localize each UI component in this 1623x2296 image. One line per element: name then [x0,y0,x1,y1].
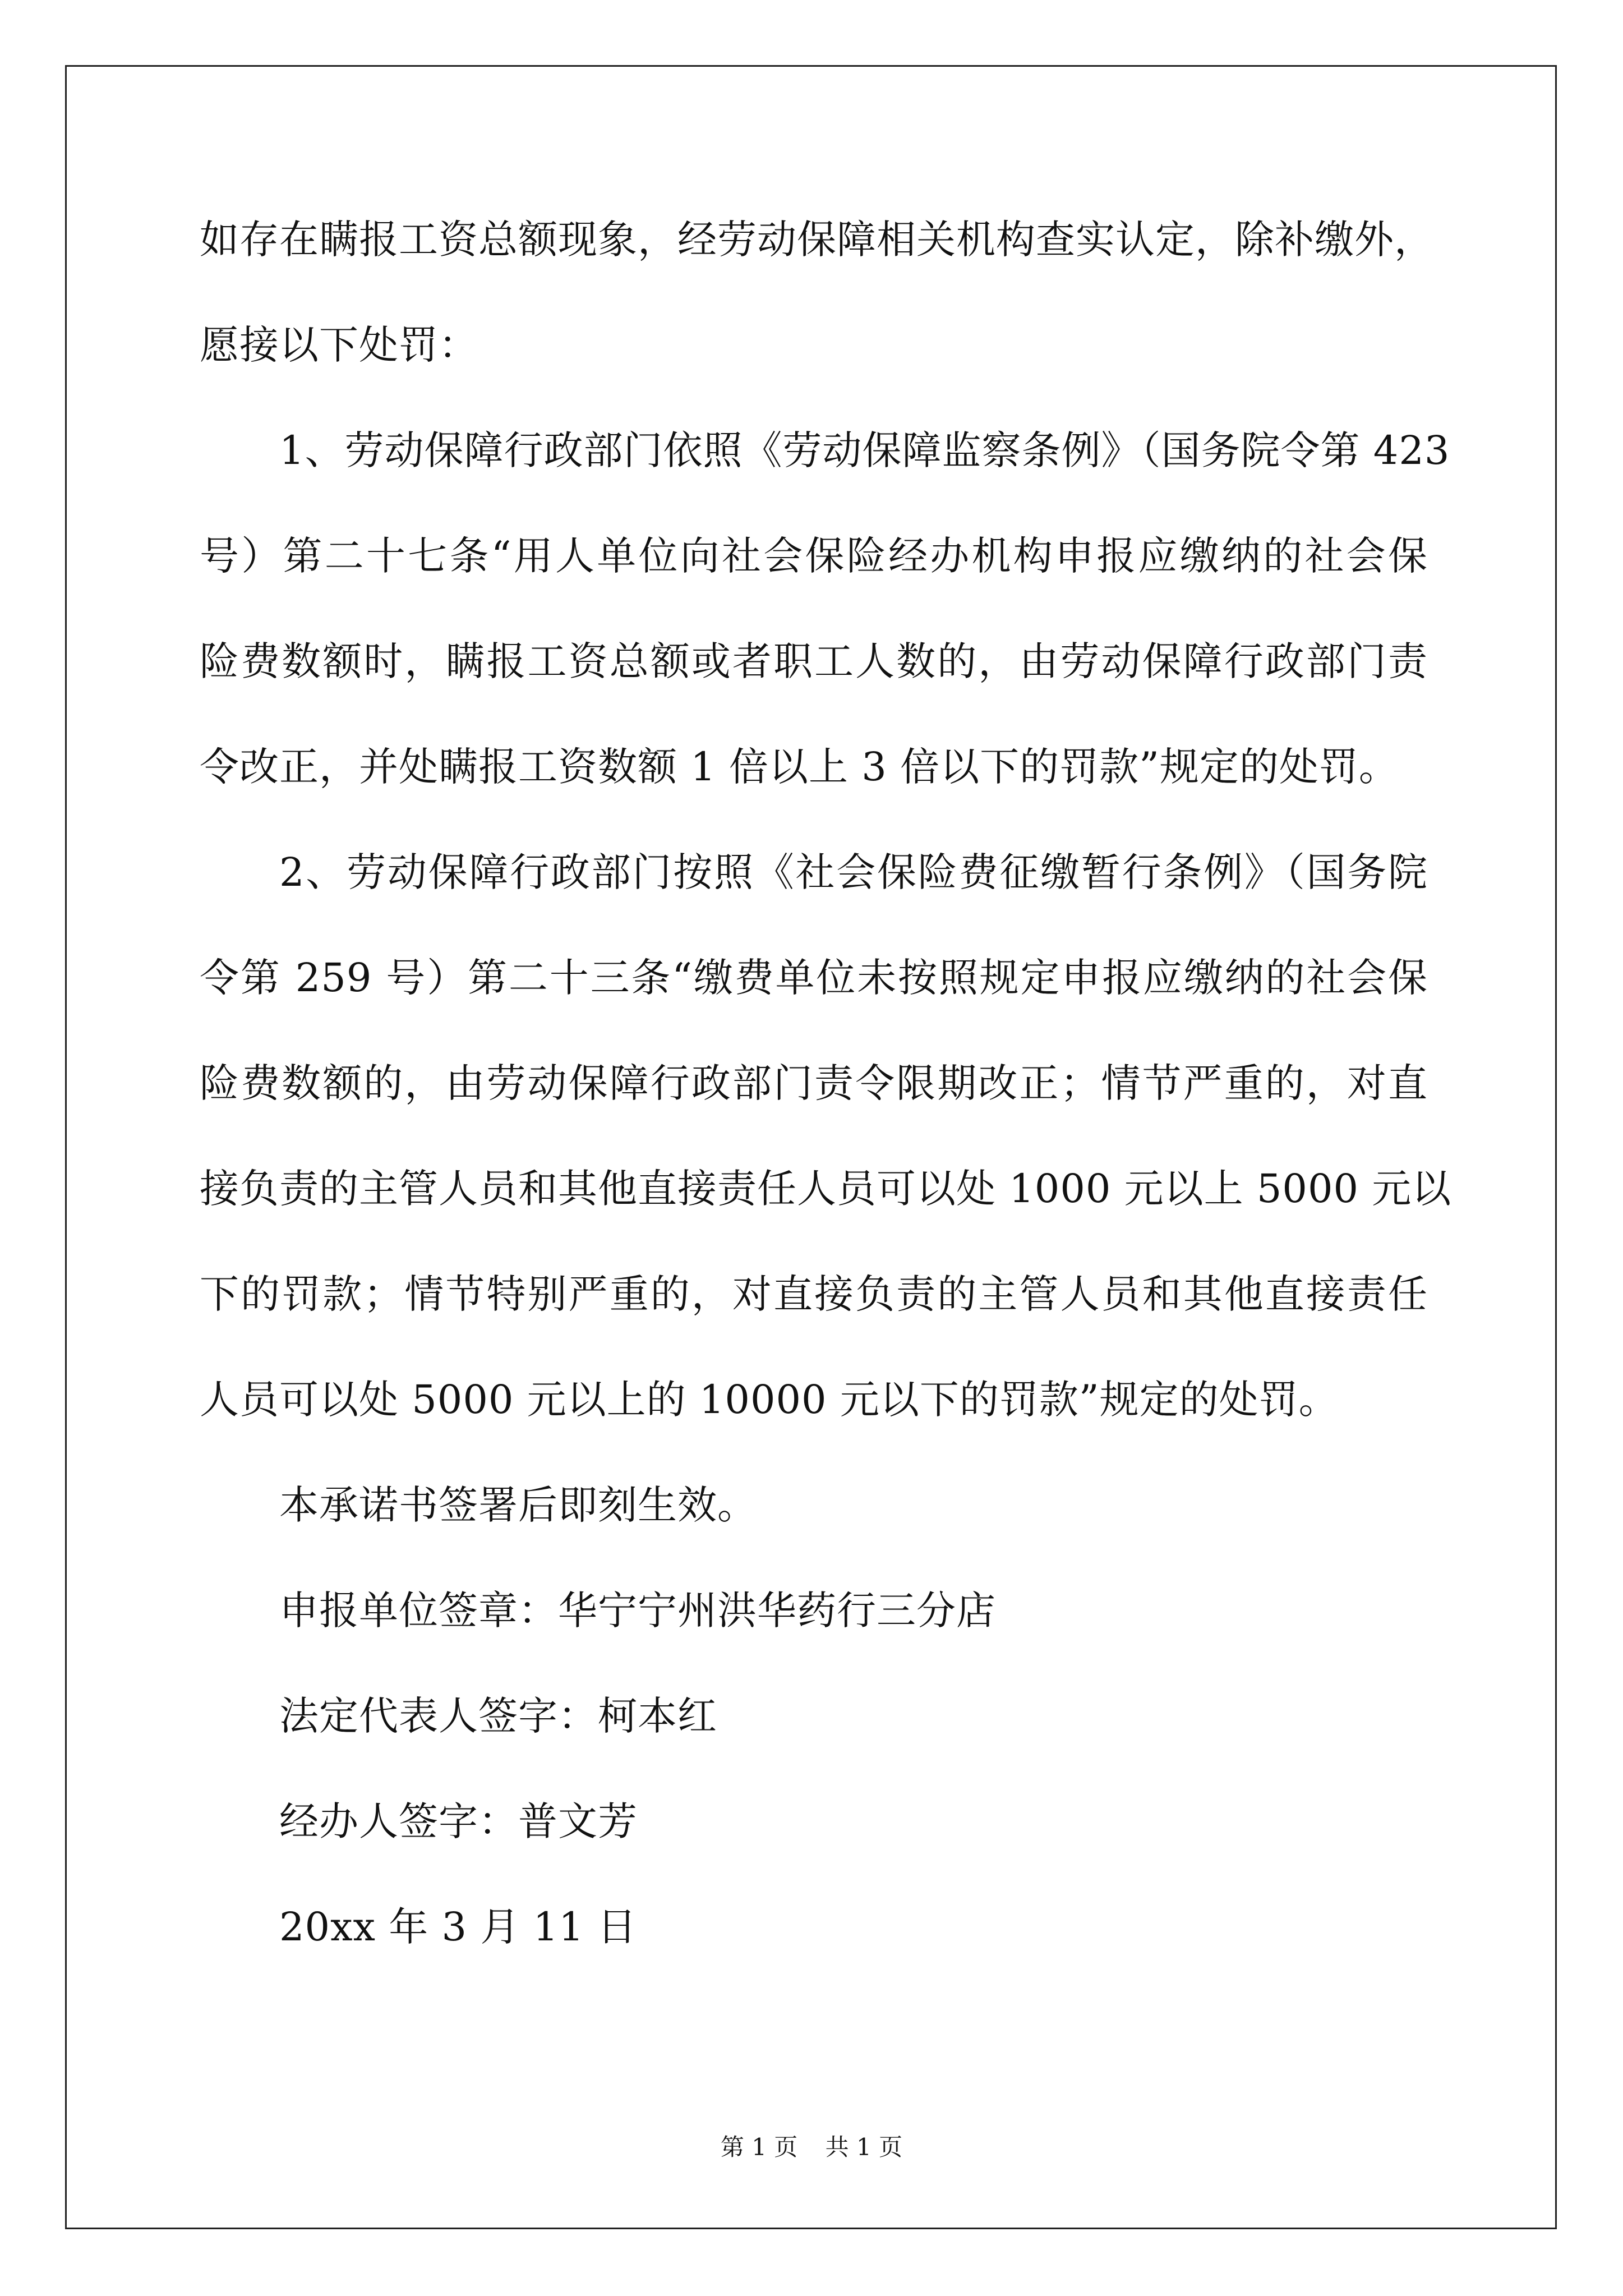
clause-1-line: 1、劳动保障行政部门依照《劳动保障监察条例》（国务院令第 423 [279,427,1450,473]
handler-signature-line: 经办人签字：普文芳 [279,1798,638,1844]
clause-1-line: 令改正，并处瞒报工资数额 1 倍以上 3 倍以下的罚款”规定的处罚。 [200,744,1399,790]
clause-2-line: 人员可以处 5000 元以上的 10000 元以下的罚款”规定的处罚。 [200,1377,1339,1423]
clause-1-line: 险费数额时，瞒报工资总额或者职工人数的，由劳动保障行政部门责 [200,638,1428,684]
effective-statement: 本承诺书签署后即刻生效。 [279,1482,757,1528]
clause-2-line: 下的罚款；情节特别严重的，对直接负责的主管人员和其他直接责任 [200,1271,1428,1317]
document-body [200,213,1452,2006]
text-line: 愿接以下处罚： [200,322,478,368]
clause-2-line: 险费数额的，由劳动保障行政部门责令限期改正；情节严重的，对直 [200,1060,1428,1106]
date-line: 20xx 年 3 月 11 日 [279,1904,637,1950]
clause-2-line: 2、劳动保障行政部门按照《社会保险费征缴暂行条例》（国务院 [279,849,1428,895]
applicant-seal-line: 申报单位签章：华宁宁州洪华药行三分店 [279,1588,996,1634]
clause-2-line: 接负责的主管人员和其他直接责任人员可以处 1000 元以上 5000 元以 [200,1166,1452,1212]
page-footer [0,2132,1623,2163]
clause-2-line: 令第 259 号）第二十三条“缴费单位未按照规定申报应缴纳的社会保 [200,955,1428,1001]
page-number-total: 共 1 页 [825,2133,903,2161]
legal-representative-line: 法定代表人签字：柯本红 [279,1693,717,1739]
clause-1-line: 号）第二十七条“用人单位向社会保险经办机构申报应缴纳的社会保 [200,533,1428,579]
page-number-current: 第 1 页 [720,2133,798,2161]
text-line: 如存在瞒报工资总额现象，经劳动保障相关机构查实认定，除补缴外， [200,217,1434,263]
